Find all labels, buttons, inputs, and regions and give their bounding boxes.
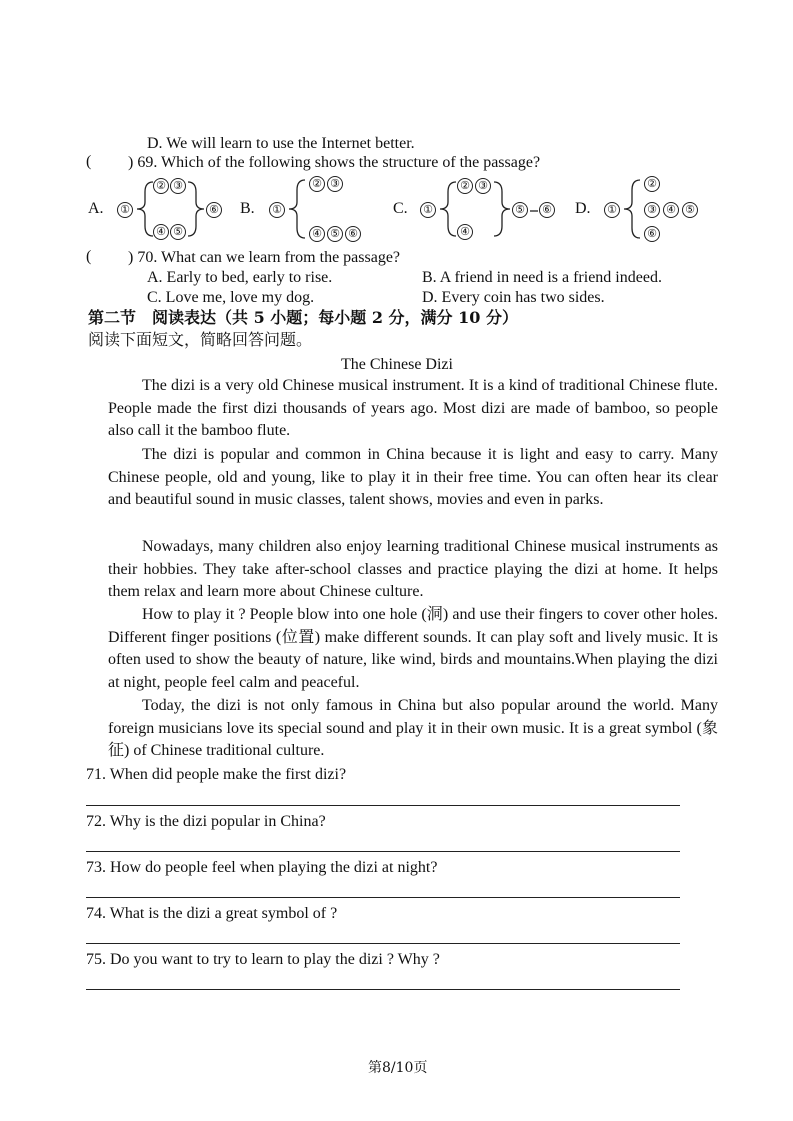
- node-3: ③: [170, 178, 186, 194]
- passage-paragraph: Today, the dizi is not only famous in China but also popular around the world. Many foreign musicians love its special sound and play it in their own music. It is a great symbol (象征) of Chinese traditional culture.: [108, 697, 718, 760]
- right-brace-icon: [186, 178, 208, 240]
- q70-option-a[interactable]: A. Early to bed, early to rise.: [147, 269, 333, 286]
- node-2: ②: [457, 178, 473, 194]
- question-73: 73. How do people feel when playing the dizi at night?: [86, 859, 438, 876]
- question-72: 72. Why is the dizi popular in China?: [86, 813, 326, 830]
- node-4: ④: [153, 224, 169, 240]
- q70-option-d[interactable]: D. Every coin has two sides.: [422, 289, 605, 306]
- answer-line-73[interactable]: [86, 897, 680, 898]
- left-brace-icon: [133, 178, 155, 240]
- node-1: ①: [269, 202, 285, 218]
- option-letter: D.: [575, 200, 591, 217]
- node-4: ④: [309, 226, 325, 242]
- node-6: ⑥: [539, 202, 555, 218]
- node-1: ①: [604, 202, 620, 218]
- q69-answer-paren[interactable]: (: [86, 153, 92, 170]
- passage-paragraph: The dizi is a very old Chinese musical instrument. It is a kind of traditional Chinese flute. People made the first dizi thousands of years ago. Most dizi are made of bamboo, so people also call it the bamboo flute.: [108, 377, 718, 440]
- left-brace-icon: [436, 178, 458, 240]
- passage-title: The Chinese Dizi: [341, 356, 453, 373]
- page-number: 第8/10页: [368, 1060, 428, 1076]
- answer-line-72[interactable]: [86, 851, 680, 852]
- passage-paragraph: The dizi is popular and common in China because it is light and easy to carry. Many Chinese people, old and young, like to play it in their free time. You can often hear its clear and beautiful sound in music classes, talent shows, movies and even in parks.: [108, 446, 718, 509]
- answer-line-71[interactable]: [86, 805, 680, 806]
- question-71: 71. When did people make the first dizi?: [86, 766, 347, 783]
- q70-answer-paren[interactable]: (: [86, 248, 92, 265]
- q70-option-c[interactable]: C. Love me, love my dog.: [147, 289, 315, 306]
- option-letter: A.: [88, 200, 104, 217]
- question-75: 75. Do you want to try to learn to play the dizi ? Why ?: [86, 951, 440, 968]
- right-brace-icon: [492, 178, 514, 240]
- node-6: ⑥: [345, 226, 361, 242]
- dash-icon: [529, 209, 539, 213]
- q70-option-b[interactable]: B. A friend in need is a friend indeed.: [422, 269, 662, 286]
- node-5: ⑤: [327, 226, 343, 242]
- node-4: ④: [663, 202, 679, 218]
- node-2: ②: [309, 176, 325, 192]
- node-3: ③: [644, 202, 660, 218]
- question-74: 74. What is the dizi a great symbol of ?: [86, 905, 338, 922]
- node-1: ①: [420, 202, 436, 218]
- answer-line-74[interactable]: [86, 943, 680, 944]
- left-brace-icon: [620, 176, 642, 242]
- option-letter: B.: [240, 200, 255, 217]
- q68-option-d: D. We will learn to use the Internet better.: [147, 135, 415, 152]
- node-5: ⑤: [512, 202, 528, 218]
- node-2: ②: [644, 176, 660, 192]
- node-5: ⑤: [682, 202, 698, 218]
- left-brace-icon: [285, 176, 307, 242]
- section-heading: 第二节 阅读表达（共 5 小题；每小题 2 分，满分 10 分）: [88, 308, 518, 327]
- node-4: ④: [457, 224, 473, 240]
- node-5: ⑤: [170, 224, 186, 240]
- node-1: ①: [117, 202, 133, 218]
- section-instruction: 阅读下面短文，简略回答问题。: [88, 330, 313, 349]
- q70-stem: ) 70. What can we learn from the passage?: [128, 249, 401, 266]
- node-6: ⑥: [644, 226, 660, 242]
- passage-paragraph: How to play it ? People blow into one hole (洞) and use their fingers to cover other holes. Different finger positions (位置) make different sounds. It can play soft and lively music. It is often used to show the beauty of nature, like wind, birds and mountains.When playing the dizi at night, people feel calm and peaceful.: [108, 606, 718, 691]
- q69-stem: ) 69. Which of the following shows the structure of the passage?: [128, 154, 541, 171]
- node-6: ⑥: [206, 202, 222, 218]
- answer-line-75[interactable]: [86, 989, 680, 990]
- option-letter: C.: [393, 200, 408, 217]
- node-3: ③: [475, 178, 491, 194]
- node-2: ②: [153, 178, 169, 194]
- node-3: ③: [327, 176, 343, 192]
- passage-paragraph: Nowadays, many children also enjoy learning traditional Chinese musical instruments as their hobbies. They take after-school classes and practice playing the dizi at home. It helps them relax and learn more about Chinese culture.: [108, 538, 718, 601]
